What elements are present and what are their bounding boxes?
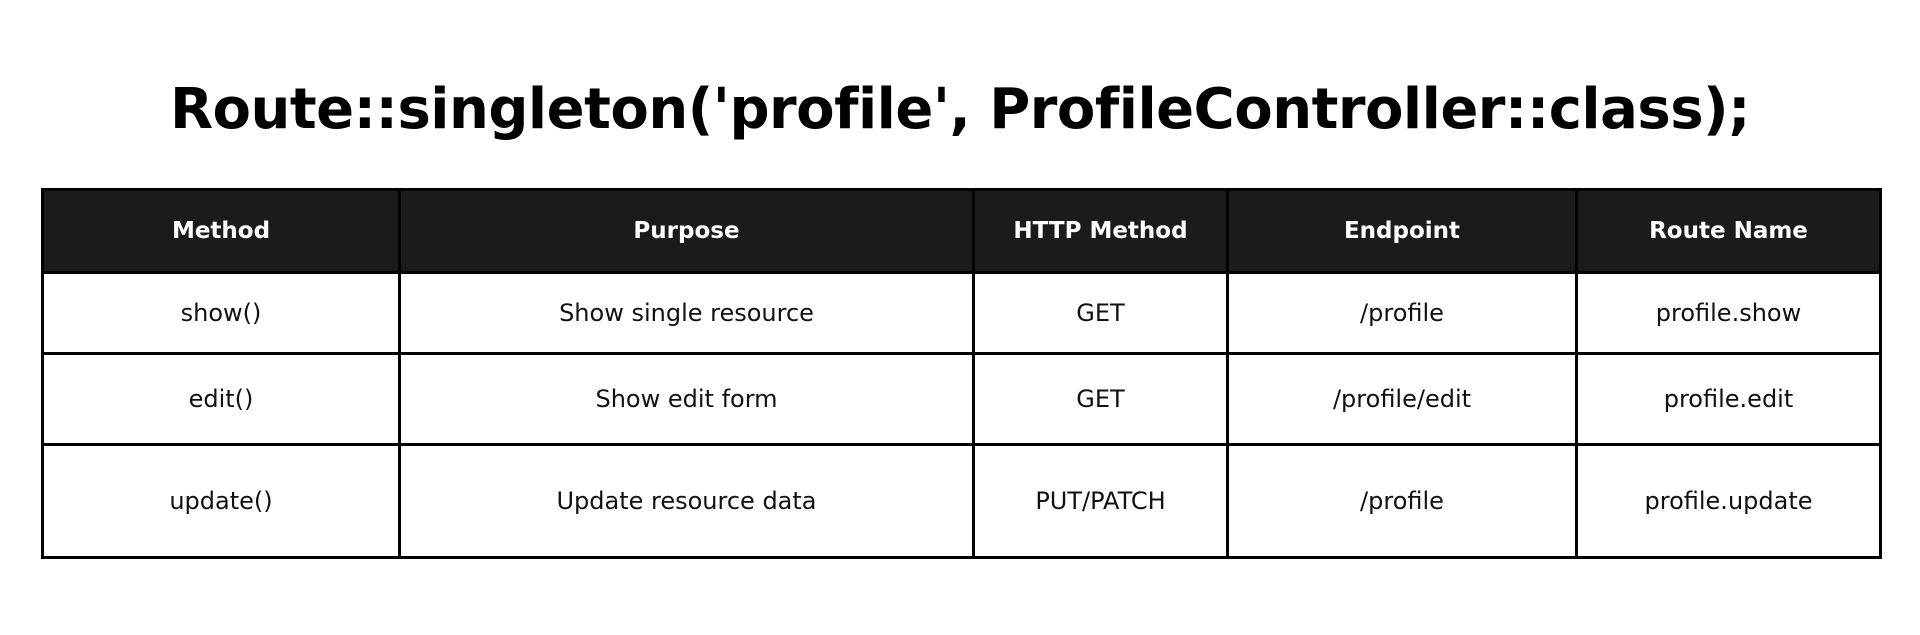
cell-method: show(): [43, 273, 400, 354]
cell-endpoint: /profile/edit: [1228, 354, 1577, 445]
cell-route-name: profile.show: [1577, 273, 1881, 354]
cell-method: update(): [43, 445, 400, 558]
header-http-method: HTTP Method: [974, 190, 1228, 273]
cell-purpose: Update resource data: [400, 445, 974, 558]
cell-route-name: profile.edit: [1577, 354, 1881, 445]
table-header-row: [43, 190, 1881, 273]
cell-purpose: Show single resource: [400, 273, 974, 354]
routes-table-container: [41, 188, 1879, 559]
cell-http-method: PUT/PATCH: [974, 445, 1228, 558]
header-route-name: Route Name: [1577, 190, 1881, 273]
table-row: [43, 273, 1881, 354]
table-row: [43, 354, 1881, 445]
page-title: Route::singleton('profile', ProfileController::class);: [169, 77, 1751, 142]
cell-http-method: GET: [974, 354, 1228, 445]
cell-method: edit(): [43, 354, 400, 445]
cell-endpoint: /profile: [1228, 273, 1577, 354]
cell-purpose: Show edit form: [400, 354, 974, 445]
header-purpose: Purpose: [400, 190, 974, 273]
cell-route-name: profile.update: [1577, 445, 1881, 558]
cell-http-method: GET: [974, 273, 1228, 354]
header-method: Method: [43, 190, 400, 273]
header-endpoint: Endpoint: [1228, 190, 1577, 273]
cell-endpoint: /profile: [1228, 445, 1577, 558]
table-row: [43, 445, 1881, 558]
routes-table: [41, 188, 1882, 559]
